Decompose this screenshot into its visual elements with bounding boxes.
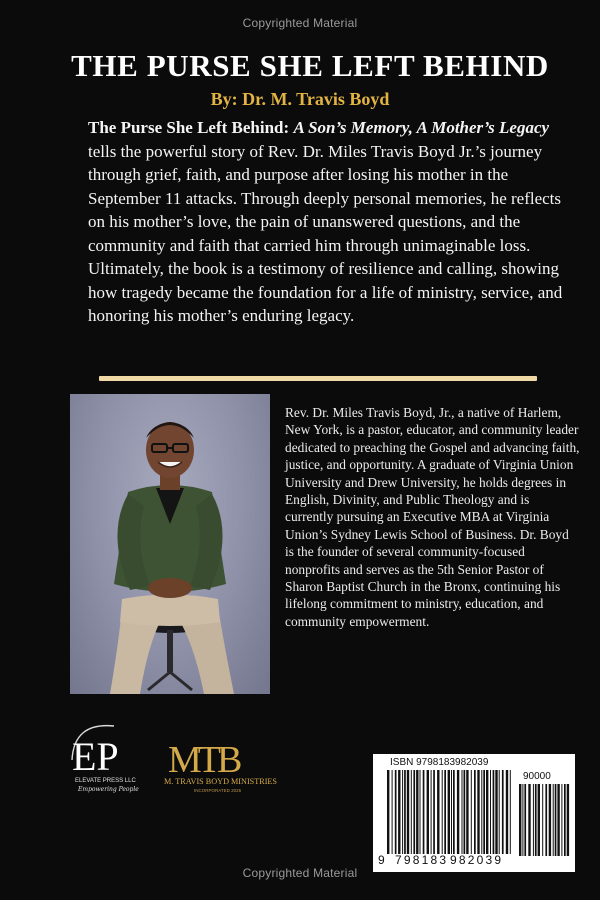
author-photo (70, 394, 270, 694)
barcode-bar (392, 770, 393, 854)
barcode-bar (407, 770, 409, 854)
barcode-bar (528, 784, 530, 856)
author-portrait-illustration (70, 394, 270, 694)
author-line: By: Dr. M. Travis Boyd (210, 89, 390, 109)
price-code: 90000 (523, 771, 551, 782)
barcode-bar (477, 770, 479, 854)
barcode-bar (451, 770, 452, 854)
barcode-bar (490, 770, 491, 854)
ministry-logo-mark (158, 716, 278, 806)
barcode-bar (413, 770, 415, 854)
elevate-press-logo-mark (62, 712, 152, 802)
barcode-bar (411, 770, 412, 854)
barcode-digits-left: 798183 (395, 853, 449, 867)
barcode-bar (506, 770, 508, 854)
author-bio: Rev. Dr. Miles Travis Boyd, Jr., a native of Harlem, New York, is a pastor, educator, and community leader dedicated to preaching the Gospel and advancing faith, justice, and opportunity. A graduate of Virginia Union University and Drew University, he holds degrees in English, Divinity, and Public Theology and is currently pursuing an Executive MBA at Virginia Union’s Sydney Lewis School of Business. Dr. Boyd is the founder of several community-focused nonprofits and serves as the 5th Senior Pastor of Sharon Baptist Church in the Bronx, continuing his lifelong commitment to ministry, education, and community empowerment. (285, 405, 580, 629)
barcode-bar (444, 770, 446, 854)
barcode-bar (555, 784, 557, 856)
barcode-bar (466, 770, 468, 854)
barcode-bar (404, 770, 406, 854)
barcode-bar (486, 770, 488, 854)
barcode-bar (549, 784, 551, 856)
barcode-bar (535, 784, 537, 856)
book-title: THE PURSE SHE LEFT BEHIND (71, 48, 549, 83)
logo-ep-tagline: Empowering People (78, 786, 139, 793)
barcode-bar (564, 784, 566, 856)
barcode-bar (533, 784, 534, 856)
logo-mtb-mark: MTB (168, 739, 239, 781)
barcode-digits-right: 982039 (450, 853, 504, 867)
barcode-bar (402, 770, 403, 854)
logo-mtb-name: M. TRAVIS BOYD MINISTRIES (164, 777, 277, 786)
blurb-subtitle: A Son’s Memory, A Mother’s Legacy (293, 118, 550, 137)
barcode-bar (427, 770, 429, 854)
barcode-bar (474, 770, 476, 854)
copyright-watermark-top: Copyrighted Material (242, 16, 358, 30)
barcode-bar (442, 770, 443, 854)
barcode-bar (495, 770, 497, 854)
barcode-bar (557, 784, 559, 856)
barcode-bar (464, 770, 466, 854)
barcode-bar (567, 784, 569, 856)
barcode-bar (416, 770, 418, 854)
barcode-bar (462, 770, 463, 854)
barcode-bar (431, 770, 432, 854)
book-description (88, 116, 568, 328)
barcode-digit-lead: 9 (378, 853, 385, 867)
isbn-label: ISBN 9798183982039 (390, 757, 489, 768)
gold-divider (99, 376, 537, 381)
copyright-watermark-bottom: Copyrighted Material (242, 866, 358, 880)
barcode-bar (420, 770, 421, 854)
barcode-bar (538, 784, 540, 856)
barcode-bar (499, 770, 500, 854)
barcode-bar (545, 784, 547, 856)
logo-ep-name: ELEVATE PRESS LLC (75, 778, 136, 784)
barcode-bar (471, 770, 472, 854)
barcode-bar (493, 770, 495, 854)
barcode-bar (453, 770, 455, 854)
barcode-bar (483, 770, 485, 854)
elevate-press-logo (62, 712, 152, 802)
barcode-bar (398, 770, 400, 854)
blurb-lead: The Purse She Left Behind: (88, 118, 290, 137)
barcode-bar (561, 784, 562, 856)
logo-mtb-sub: INCORPORATED 2025 (194, 788, 242, 793)
barcode-bar (423, 770, 425, 854)
barcode-bar (448, 770, 450, 854)
isbn-barcode (373, 754, 575, 872)
barcode-bar (433, 770, 435, 854)
barcode-bar (457, 770, 459, 854)
ministry-logo (158, 716, 278, 806)
barcode-bar (510, 770, 511, 854)
barcode-bar (522, 784, 523, 856)
barcode-bar (387, 770, 389, 854)
barcode-bar (502, 770, 504, 854)
barcode-bar (395, 770, 397, 854)
barcode-bar (542, 784, 543, 856)
barcode-bar (553, 784, 554, 856)
barcode-bar (519, 784, 521, 856)
blurb-body: tells the powerful story of Rev. Dr. Miles Travis Boyd Jr.’s journey through grief, faith, and purpose after losing his mother in the September 11 attacks. Through deeply personal memories, he reflects on his mother’s love, the pain of unanswered questions, and the community and faith that carried him through unimaginable loss. Ultimately, the book is a testimony of resilience and calling, showing how tragedy became the foundation for a life of ministry, service, and honoring his mother’s enduring legacy. (88, 141, 563, 325)
barcode-bar (481, 770, 482, 854)
barcode-bar (524, 784, 526, 856)
logo-ep-mark: EP (72, 734, 119, 779)
barcode-bar (437, 770, 439, 854)
